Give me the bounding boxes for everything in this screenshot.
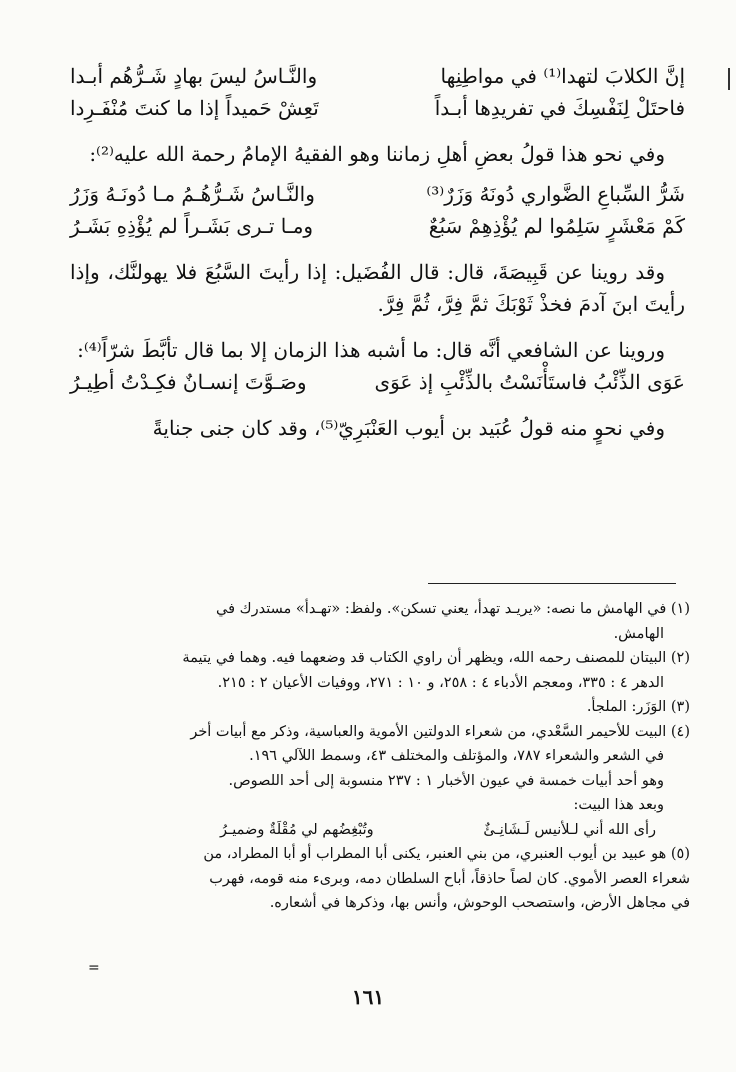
footnote-4-line-2: في الشعر والشعراء ٧٨٧، والمؤتلف والمختلف ٤٣، وسمط اللآلي ١٩٦. xyxy=(249,748,664,764)
footnote-1-line-1: (١) في الهامش ما نصه: «يريـد تهدأ، يعني تسكن». ولفظ: «تهـدأ» مستدرك في xyxy=(216,601,690,617)
main-text xyxy=(70,60,685,444)
verse-3-first-hemistich: شَرُّ السِّباعِ الضَّواري دُونَهُ وَزَرٌ⁽³⁾ xyxy=(426,182,685,206)
footnote-2-line-2: الدهر ٤ : ٣٣٥، ومعجم الأدباء ٤ : ٢٥٨، و ١٠ : ٢٧١، ووفيات الأعيان ٢ : ٢١٥. xyxy=(217,674,664,691)
verse-1-first-hemistich: إنَّ الكلابَ لتهدا⁽¹⁾ في مواطِنِها xyxy=(440,64,685,88)
footnote-5-line-3: في مجاهل الأرض، واستصحب الوحوش، وأنس بها، وذكرها في أشعاره. xyxy=(269,895,690,911)
verse-4-second-hemistich: ومـا تـرى بَشَـراً لم يُؤْذِهِ بَشَـرُ xyxy=(70,214,314,238)
footnote-2-line-1: (٢) البيتان للمصنف رحمه الله، ويظهر أن راوي الكتاب قد وضعهما فيه. وهما في يتيمة xyxy=(182,650,690,666)
verse-line-4 xyxy=(70,210,685,242)
footnote-5-line-1: (٥) هو عبيد بن أيوب العنبري، من بني العنبر، يكنى أبا المطراب أو أبا المطراد، من xyxy=(203,846,690,862)
verse-2-second-hemistich: تَعِشْ حَميداً إذا ما كنتَ مُنْفَـرِدا xyxy=(70,96,319,120)
footnote-5-line-2: شعراء العصر الأموي. كان لصاً حاذقاً، أباح السلطان دمه، وبرىء منه قومه، فهرب xyxy=(209,870,690,887)
footnote-4-verse-second-hemistich: وتُبْغِضُهم لي مُقْلَةٌ وضميـرُ xyxy=(220,821,374,838)
footnote-4-line-3: وهو أحد أبيات خمسة في عيون الأخبار ١ : ٢٣٧ منسوبة إلى أحد اللصوص. xyxy=(228,772,664,789)
page-edge-mark xyxy=(728,68,730,90)
verse-4-first-hemistich: كَمْ مَعْشَرٍ سَلِمُوا لم يُؤْذِهِمْ سَبُعٌ xyxy=(428,214,685,238)
footnote-separator xyxy=(428,583,676,584)
footnote-4-verse-first-hemistich: رأى الله أني لـلأنيس لَـشَانِـئٌ xyxy=(483,821,656,838)
verse-5-first-hemistich: عَوَى الذِّئْبُ فاستَأْنَسْتُ بالذِّئْبِ إذ عَوَى xyxy=(374,370,685,394)
footnote-3: (٣) الوَزَر: الملجأ. xyxy=(586,699,690,715)
verse-line-1 xyxy=(70,60,685,92)
footnote-4-line-1: (٤) البيت للأحيمر السَّعْدي، من شعراء الدولتين الأموية والعباسية، وذكر مع أبيات أخر xyxy=(190,723,690,740)
verse-5-second-hemistich: وصَـوَّتَ إنسـانٌ فكِـدْتُ أطِيـرُ xyxy=(70,370,307,394)
verse-2-first-hemistich: فاحتَلْ لِنَفْسِكَ في تفريدِها أبـداً xyxy=(434,96,685,120)
footnote-1-line-2: الهامش. xyxy=(613,625,664,642)
verse-line-3 xyxy=(70,178,685,210)
margin-mark: = xyxy=(88,960,100,976)
verse-3-second-hemistich: والنَّـاسُ شَـرُّهُـمُ مـا دُونَـهُ وَزَرُ xyxy=(70,182,315,206)
footnotes xyxy=(70,597,690,916)
paragraph-4: وفي نحوٍ منه قولُ عُبَيد بن أيوب العَنْبَرِيّ⁽⁵⁾، وقد كان جنى جنايةً xyxy=(152,416,665,440)
verse-line-2 xyxy=(70,92,685,124)
paragraph-1: وفي نحو هذا قولُ بعضِ أهلِ زماننا وهو الفقيهُ الإمامُ رحمة الله عليه⁽²⁾: xyxy=(89,142,665,166)
paragraph-2: وقد روينا عن قَبِيصَةَ، قال: قال الفُضَيل: إذا رأيتَ السَّبُعَ فلا يهولنَّك، وإذا رأيتَ ابنَ آدمَ فخذْ ثَوْبَكَ ثمَّ فِرَّ، ثُمَّ فِرَّ. xyxy=(70,260,685,316)
page-number: ١٦١ xyxy=(351,985,385,1009)
paragraph-3: وروينا عن الشافعي أنَّه قال: ما أشبه هذا الزمان إلا بما قال تأبَّطَ شرّاً⁽⁴⁾: xyxy=(77,338,665,362)
footnote-4-line-4: وبعد هذا البيت: xyxy=(573,797,664,813)
verse-1-second-hemistich: والنَّـاسُ ليسَ بهادٍ شَـرُّهُم أبـدا xyxy=(70,64,318,88)
verse-line-5 xyxy=(70,366,685,398)
footnote-4-verse xyxy=(70,818,690,843)
